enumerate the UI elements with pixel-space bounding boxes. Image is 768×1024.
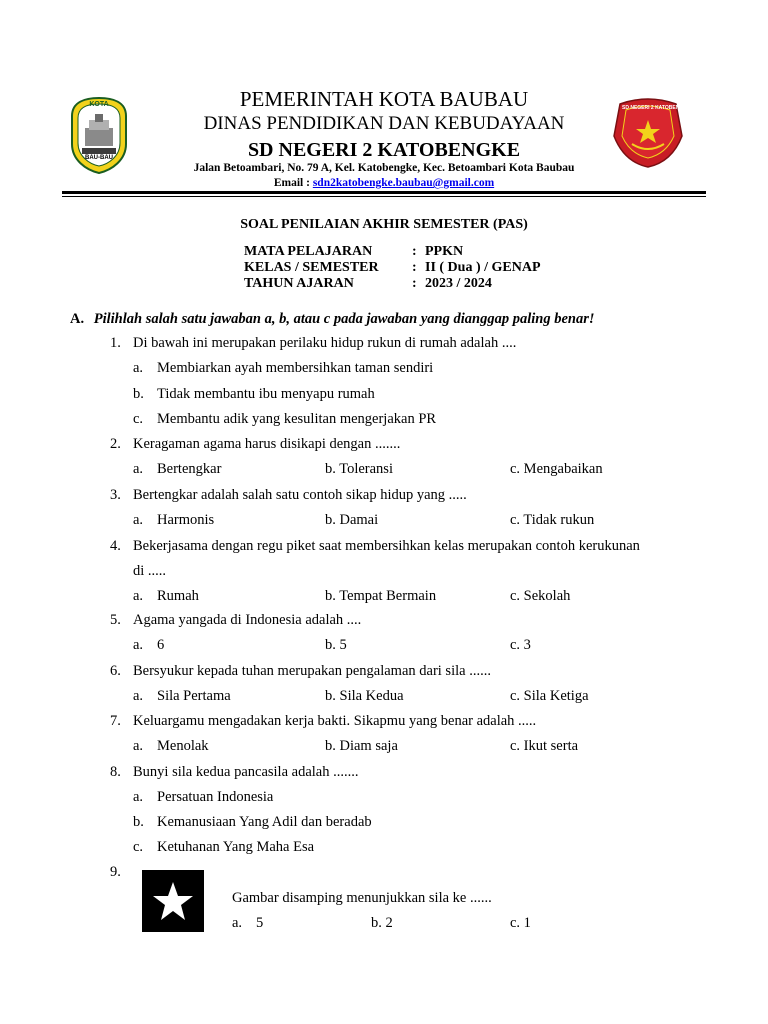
- option-text: c. Ikut serta: [510, 738, 579, 754]
- option-text: c. Tidak rukun: [510, 512, 595, 528]
- question-number: 6.: [110, 663, 121, 679]
- header-rule-thick: [62, 191, 706, 194]
- meta-sep: :: [412, 244, 417, 259]
- header-line-2: DINAS PENDIDIKAN DAN KEBUDAYAAN: [203, 113, 565, 134]
- option-text: b. Toleransi: [325, 461, 393, 477]
- option-text: c. Sekolah: [510, 588, 571, 604]
- question-number: 9.: [110, 864, 121, 880]
- option-text: Menolak: [157, 738, 209, 754]
- question-text: Bertengkar adalah salah satu contoh sikap hidup yang .....: [133, 487, 467, 503]
- option-text: Persatuan Indonesia: [157, 789, 274, 805]
- logo-right-text: SD NEGERI 2 KATOBENGKE: [622, 105, 691, 111]
- meta-value: II ( Dua ) / GENAP: [425, 260, 541, 275]
- email-line: [0, 176, 768, 190]
- question-number: 4.: [110, 538, 121, 554]
- question-text: Agama yangada di Indonesia adalah ....: [133, 612, 362, 628]
- question-text: Bunyi sila kedua pancasila adalah .......: [133, 764, 359, 780]
- question-text: Keluargamu mengadakan kerja bakti. Sikapmu yang benar adalah .....: [133, 713, 537, 729]
- option-text: c. Sila Ketiga: [510, 688, 589, 704]
- meta-key: MATA PELAJARAN: [244, 244, 373, 259]
- option-letter: a.: [133, 738, 144, 754]
- option-text: Sila Pertama: [157, 688, 231, 704]
- meta-value: 2023 / 2024: [425, 276, 492, 291]
- school-address: Jalan Betoambari, No. 79 A, Kel. Katobengke, Kec. Betoambari Kota Baubau: [193, 162, 575, 174]
- option-text: b. 5: [325, 637, 347, 653]
- question-number: 8.: [110, 764, 121, 780]
- section-letter: A.: [70, 311, 85, 327]
- question-number: 1.: [110, 335, 121, 351]
- question-number: 7.: [110, 713, 121, 729]
- logo-left-bottom-text: BAU-BAU: [85, 155, 113, 161]
- option-text: b. Sila Kedua: [325, 688, 404, 704]
- option-text: Tidak membantu ibu menyapu rumah: [157, 386, 375, 402]
- option-letter: a.: [133, 461, 144, 477]
- option-text: 6: [157, 637, 165, 653]
- question-text: Di bawah ini merupakan perilaku hidup rukun di rumah adalah ....: [133, 335, 517, 351]
- option-text: c. 3: [510, 637, 531, 653]
- option-text: b. 2: [371, 915, 393, 931]
- option-letter: a.: [133, 637, 144, 653]
- option-text: b. Tempat Bermain: [325, 588, 437, 604]
- option-letter: a.: [133, 789, 144, 805]
- meta-sep: :: [412, 260, 417, 275]
- option-letter: b.: [133, 386, 144, 402]
- question-text: Bersyukur kepada tuhan merupakan pengalaman dari sila ......: [133, 663, 491, 679]
- option-text: Kemanusiaan Yang Adil dan beradab: [157, 814, 372, 830]
- question-number: 5.: [110, 612, 121, 628]
- header-line-1: PEMERINTAH KOTA BAUBAU: [239, 87, 529, 111]
- header-rule-thin: [62, 196, 706, 197]
- question-text: Keragaman agama harus disikapi dengan .......: [133, 436, 401, 452]
- option-letter: c.: [133, 839, 144, 855]
- email-label: Email :: [273, 177, 310, 189]
- question-number: 2.: [110, 436, 121, 452]
- option-text: b. Diam saja: [325, 738, 398, 754]
- option-letter: a.: [133, 588, 144, 604]
- option-text: 5: [256, 915, 264, 931]
- option-letter: c.: [133, 411, 144, 427]
- option-letter: a.: [133, 360, 144, 376]
- meta-key: TAHUN AJARAN: [244, 276, 354, 291]
- question-text: Gambar disamping menunjukkan sila ke ......: [232, 890, 492, 906]
- option-text: Rumah: [157, 588, 199, 604]
- question-text-continued: di .....: [133, 563, 167, 579]
- option-text: Membiarkan ayah membersihkan taman sendiri: [157, 360, 434, 376]
- meta-value: PPKN: [425, 244, 464, 259]
- section-text: Pilihlah salah satu jawaban a, b, atau c pada jawaban yang dianggap paling benar!: [93, 311, 595, 327]
- option-text: c. 1: [510, 915, 531, 931]
- star-icon: [142, 870, 204, 932]
- option-text: c. Mengabaikan: [510, 461, 603, 477]
- option-text: Ketuhanan Yang Maha Esa: [157, 839, 315, 855]
- option-letter: a.: [232, 915, 243, 931]
- option-letter: a.: [133, 688, 144, 704]
- question-number: 3.: [110, 487, 121, 503]
- school-name: SD NEGERI 2 KATOBENGKE: [247, 139, 521, 161]
- question-text: Bekerjasama dengan regu piket saat membersihkan kelas merupakan contoh kerukunan: [133, 538, 640, 554]
- section-instruction: [70, 311, 595, 328]
- meta-key: KELAS / SEMESTER: [244, 260, 379, 275]
- option-letter: a.: [133, 512, 144, 528]
- exam-title: SOAL PENILAIAN AKHIR SEMESTER (PAS): [240, 217, 528, 232]
- option-text: Bertengkar: [157, 461, 222, 477]
- option-text: Harmonis: [157, 512, 215, 528]
- option-letter: b.: [133, 814, 144, 830]
- option-text: b. Damai: [325, 512, 379, 528]
- option-text: Membantu adik yang kesulitan mengerjakan PR: [157, 411, 437, 427]
- logo-left-top-text: KOTA: [89, 101, 109, 108]
- email-link[interactable]: sdn2katobengke.baubau@gmail.com: [312, 177, 495, 189]
- meta-sep: :: [412, 276, 417, 291]
